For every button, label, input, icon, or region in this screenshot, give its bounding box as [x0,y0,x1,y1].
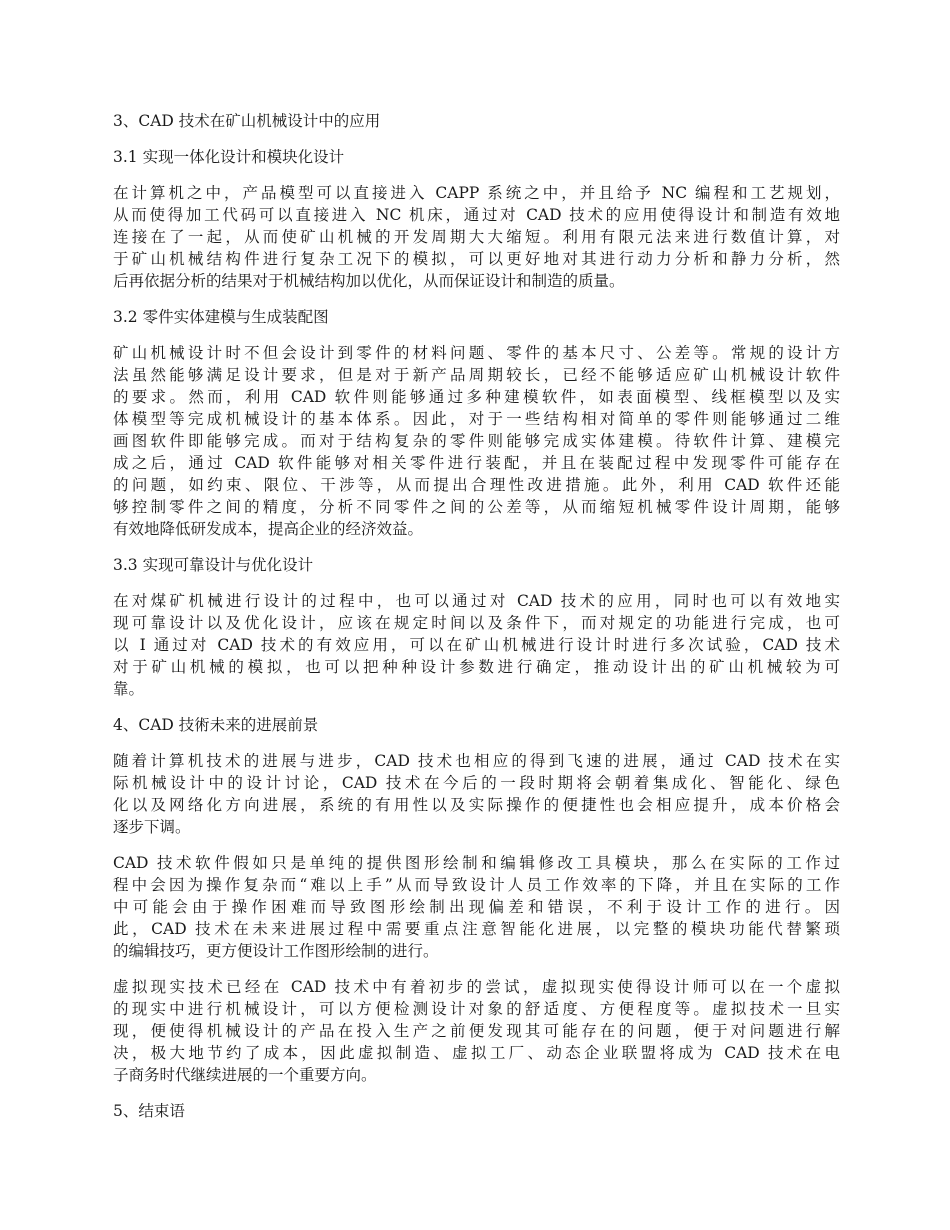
text-line: 于矿山机械结构件进行复杂工况下的模拟，可以更好地对其进行动力分析和静力分析，然 [113,250,840,268]
text-line: 以 I 通过对 CAD 技术的有效应用，可以在矿山机械进行设计时进行多次试验，CAD 技术 [113,636,840,654]
text-line: 在对煤矿机械进行设计的过程中，也可以通过对 CAD 技术的应用，同时也可以有效地实 [113,592,840,610]
subsection-heading-3-1: 3.1 实现一体化设计和模块化设计 [113,148,345,166]
subsection-heading-3-3: 3.3 实现可靠设计与优化设计 [113,556,314,574]
paragraph-4-3 [113,976,840,1086]
text-line: 对于矿山机械的模拟，也可以把种种设计参数进行确定，推动设计出的矿山机械较为可 [113,658,840,676]
text-line: 决，极大地节约了成本，因此虚拟制造、虚拟工厂、动态企业联盟将成为 CAD 技术在电 [113,1044,840,1062]
text-line: 的要求。然而，利用 CAD 软件则能够通过多种建模软件，如表面模型、线框模型以及实 [113,388,840,406]
text-line: 从而使得加工代码可以直接进入 NC 机床，通过对 CAD 技术的应用使得设计和制造有效地 [113,206,840,224]
text-line: 逐步下调。 [113,818,191,836]
text-line: 的现实中进行机械设计，可以方便检测设计对象的舒适度、方便程度等。虚拟技术一旦实 [113,1000,840,1018]
text-line: 体模型等完成机械设计的基本体系。因此，对于一些结构相对简单的零件则能够通过二维 [113,410,840,428]
text-line: 够控制零件之间的精度，分析不同零件之间的公差等，从而缩短机械零件设计周期，能够 [113,498,840,516]
paragraph-4-1 [113,750,840,838]
text-line: 随着计算机技术的进展与进步，CAD 技术也相应的得到飞速的进展，通过 CAD 技术在实 [113,752,840,770]
text-line: 连接在了一起，从而使矿山机械的开发周期大大缩短。利用有限元法来进行数值计算，对 [113,228,840,246]
text-line: 成之后，通过 CAD 软件能够对相关零件进行装配，并且在装配过程中发现零件可能存在 [113,454,840,472]
text-line: 程中会因为操作复杂而“难以上手”从而导致设计人员工作效率的下降，并且在实际的工作 [113,876,840,894]
section-heading-5: 5、结束语 [113,1102,185,1120]
paragraph-3-1 [113,182,840,292]
text-line: 的编辑技巧，更方便设计工作图形绘制的进行。 [113,942,439,960]
text-line: 画图软件即能够完成。而对于结构复杂的零件则能够完成实体建模。待软件计算、建模完 [113,432,840,450]
text-line: 中可能会由于操作困难而导致图形绘制出现偏差和错误，不利于设计工作的进行。因 [113,898,840,916]
text-line: 矿山机械设计时不但会设计到零件的材料问题、零件的基本尺寸、公差等。常规的设计方 [113,344,840,362]
text-line: 化以及网络化方向进展，系统的有用性以及实际操作的便捷性也会相应提升，成本价格会 [113,796,840,814]
text-line: 靠。 [113,680,145,698]
text-line: 有效地降低研发成本，提高企业的经济效益。 [113,520,424,538]
text-line: 法虽然能够满足设计要求，但是对于新产品周期较长，已经不能够适应矿山机械设计软件 [113,366,840,384]
subsection-heading-3-2: 3.2 零件实体建模与生成装配图 [113,308,329,326]
text-line: 现，便使得机械设计的产品在投入生产之前便发现其可能存在的问题，便于对问题进行解 [113,1022,840,1040]
document-page [113,110,840,1136]
section-heading-4: 4、CAD 技術未来的进展前景 [113,716,319,734]
text-line: 现可靠设计以及优化设计，应该在规定时间以及条件下，而对规定的功能进行完成，也可 [113,614,840,632]
section-heading-3: 3、CAD 技术在矿山机械设计中的应用 [113,112,381,130]
text-line: 际机械设计中的设计讨论，CAD 技术在今后的一段时期将会朝着集成化、智能化、绿色 [113,774,840,792]
text-line: CAD 技术软件假如只是单纯的提供图形绘制和编辑修改工具模块，那么在实际的工作过 [113,854,840,872]
text-line: 后再依据分析的结果对于机械结构加以优化，从而保证设计和制造的质量。 [113,272,625,290]
text-line: 此，CAD 技术在未来进展过程中需要重点注意智能化进展，以完整的模块功能代替繁琐 [113,920,840,938]
text-line: 在计算机之中，产品模型可以直接进入 CAPP 系统之中，并且给予 NC 编程和工艺规划， [113,184,840,202]
paragraph-3-3 [113,590,840,700]
text-line: 的问题，如约束、限位、干涉等，从而提出合理性改进措施。此外，利用 CAD 软件还能 [113,476,840,494]
text-line: 子商务时代继续进展的一个重要方向。 [113,1066,377,1084]
text-line: 虚拟现实技术已经在 CAD 技术中有着初步的尝试，虚拟现实使得设计师可以在一个虚拟 [113,978,840,996]
paragraph-4-2 [113,852,840,962]
paragraph-3-2 [113,342,840,540]
